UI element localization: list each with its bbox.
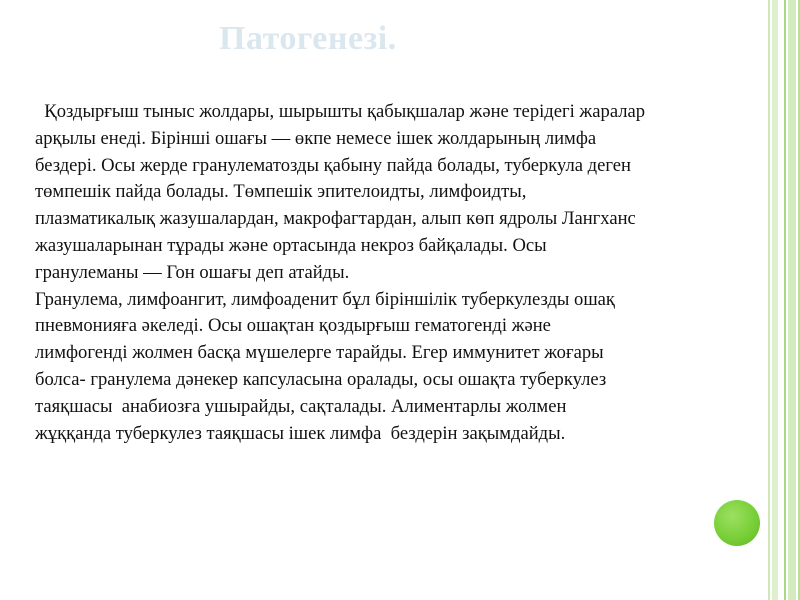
body-line: Қоздырғыш тыныс жолдары, шырышты қабықшалар және терідегі жаралар <box>35 101 646 122</box>
body-line: лимфогенді жолмен басқа мүшелерге тарайды. Егер иммунитет жоғары <box>35 342 604 364</box>
slide-body <box>35 99 775 447</box>
body-line: таяқшасы анабиозға ушырайды, сақталады. Алиментарлы жолмен <box>35 395 567 417</box>
slide-title: Патогенезі. <box>219 20 397 57</box>
body-line: Гранулема, лимфоангит, лимфоаденит бұл біріншілік туберкулезды ошақ <box>35 288 615 310</box>
body-line: арқылы енеді. Бірінші ошағы — өкпе немесе ішек жолдарының лимфа <box>35 127 597 149</box>
body-line: жұққанда туберкулез таяқшасы ішек лимфа бездерін зақымдайды. <box>35 422 566 444</box>
stripe <box>788 0 796 600</box>
body-line: плазматикалық жазушалардан, макрофагтардан, алып көп ядролы Лангханс <box>35 208 636 230</box>
body-line: жазушаларынан тұрады және ортасында некроз байқалады. Осы <box>35 234 547 256</box>
body-line: төмпешік пайда болады. Төмпешік эпителоидты, лимфоидты, <box>35 181 527 203</box>
body-line: бездері. Осы жерде гранулематозды қабыну пайда болады, туберкула деген <box>35 154 631 176</box>
body-line: гранулеманы — Гон ошағы деп атайды. <box>35 261 350 283</box>
stripe <box>784 0 786 600</box>
body-line: болса- гранулема дәнекер капсуласына оралады, осы ошақта туберкулез <box>35 368 607 390</box>
green-circle-icon <box>714 500 760 546</box>
body-line: пневмонияға әкеледі. Осы ошақтан қоздырғыш гематогенді және <box>35 315 551 337</box>
